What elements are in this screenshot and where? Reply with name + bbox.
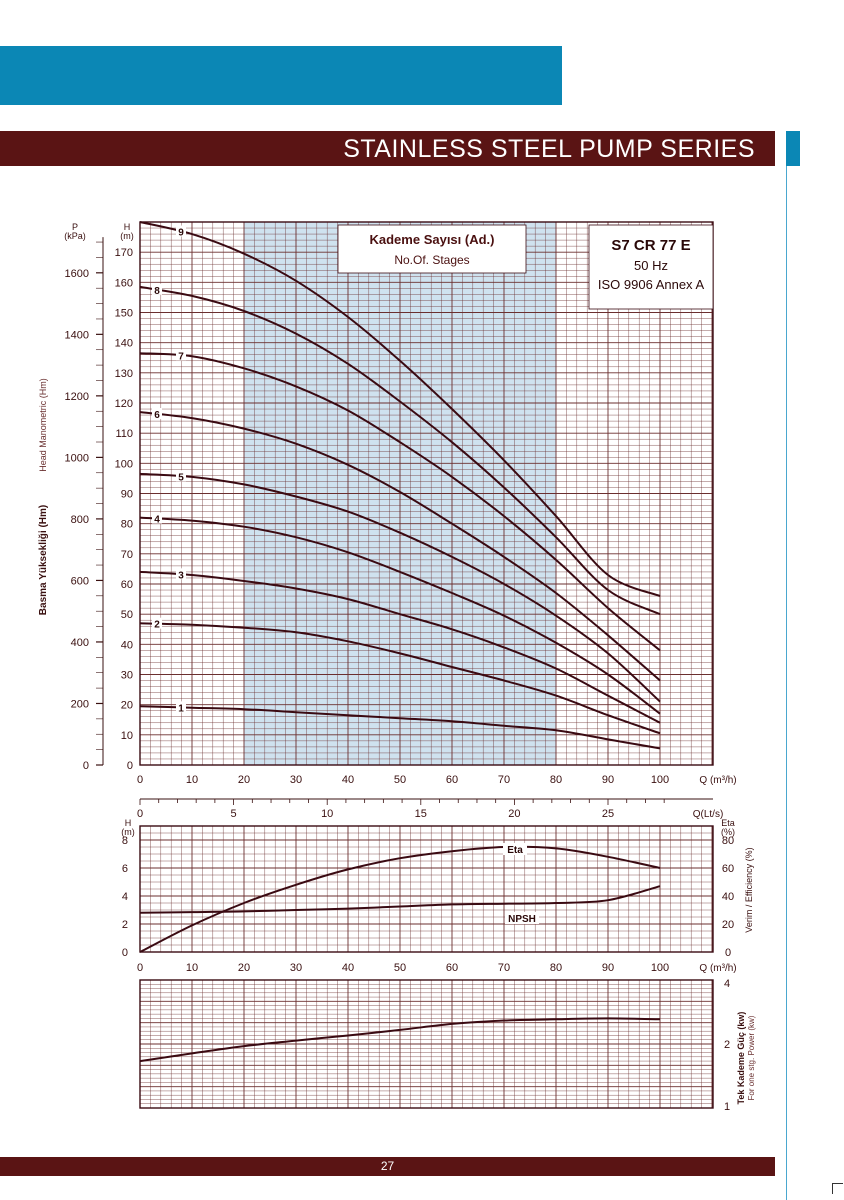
pressure-tick-label: 1400 (64, 329, 89, 342)
y-tick-label: 40 (120, 639, 133, 652)
x-tick-label: 100 (650, 962, 670, 974)
lts-tick-label: 20 (508, 808, 521, 820)
lts-tick-label: 15 (414, 808, 427, 820)
x-tick-label: 30 (289, 774, 303, 786)
eta-unit: Eta (721, 818, 735, 828)
pressure-tick-label: 800 (70, 513, 89, 526)
eta-unit: (%) (721, 827, 735, 837)
y-tick-label: 30 (120, 669, 133, 682)
y-tick-label: 70 (120, 548, 133, 561)
lts-tick-label: 0 (136, 808, 144, 820)
model-standard: ISO 9906 Annex A (597, 277, 705, 292)
y-tick-label: 120 (114, 398, 133, 410)
h-tick-label: 2 (121, 919, 128, 931)
x-tick-label: 60 (445, 774, 459, 786)
y-unit-kpa: (kPa) (64, 231, 86, 241)
h-tick-label: 0 (121, 947, 128, 959)
x-tick-label: 40 (341, 774, 355, 786)
stage-label: 8 (154, 285, 160, 297)
h-tick-label: 8 (121, 835, 128, 847)
eta-tick-label: 20 (721, 919, 735, 931)
stage-label: 4 (154, 514, 160, 526)
lts-tick-label: 25 (601, 808, 615, 820)
eta-tick-label: 80 (721, 835, 735, 847)
x-tick-label: 40 (341, 962, 355, 974)
x-tick-label: 60 (445, 962, 459, 974)
stages-box-subtitle: No.Of. Stages (394, 253, 470, 267)
lts-unit: Q(Lt/s) (692, 809, 724, 820)
stage-label: 3 (178, 570, 184, 582)
y-tick-label: 160 (114, 277, 133, 290)
y-unit-m: H (123, 222, 131, 232)
y-axis-title-tr: Basma Yüksekliği (Hm) (38, 504, 49, 616)
y-tick-label: 150 (114, 307, 133, 320)
y-tick-label: 170 (114, 247, 133, 260)
x-tick-label: 90 (601, 962, 615, 974)
power-axis-title-en: For one stg. Power (kw) (747, 1015, 756, 1101)
y-unit-m: (m) (120, 231, 134, 241)
footer-bar (0, 1157, 775, 1176)
x-tick-label: 20 (237, 774, 251, 786)
x-unit: Q (m³/h) (699, 963, 737, 974)
eta-tick-label: 60 (721, 863, 735, 875)
stage-label: 6 (154, 410, 160, 422)
y-axis-title-en: Head Manometric (Hm) (38, 378, 48, 472)
x-tick-label: 20 (237, 962, 251, 974)
y-tick-label: 110 (115, 428, 133, 441)
x-tick-label: 80 (549, 774, 563, 786)
stage-label: 1 (178, 703, 184, 715)
crop-mark (832, 1183, 843, 1194)
y-tick-label: 20 (120, 699, 133, 712)
y-tick-label: 80 (120, 518, 133, 531)
y-tick-label: 90 (120, 488, 133, 501)
pressure-tick-label: 0 (82, 760, 89, 772)
npsh-label: NPSH (508, 914, 536, 925)
y-unit-kpa: P (71, 222, 79, 232)
model-frequency: 50 Hz (634, 258, 668, 273)
eta-tick-label: 40 (721, 891, 735, 903)
lts-tick-label: 10 (321, 808, 334, 820)
x-tick-label: 50 (393, 774, 407, 786)
stages-box-title: Kademe Sayısı (Ad.) (369, 232, 495, 247)
h-unit: (m) (121, 827, 135, 837)
lts-tick-label: 5 (230, 808, 237, 820)
pressure-tick-label: 200 (70, 698, 89, 711)
page-number: 27 (380, 1159, 395, 1173)
h-unit: H (124, 818, 132, 828)
efficiency-axis-title: Verim / Efficiency (%) (744, 847, 754, 933)
h-tick-label: 4 (121, 891, 128, 903)
page-title: STAINLESS STEEL PUMP SERIES (343, 135, 755, 163)
x-tick-label: 70 (497, 962, 511, 974)
x-tick-label: 80 (549, 962, 563, 974)
x-tick-label: 0 (136, 774, 144, 786)
x-tick-label: 30 (289, 962, 303, 974)
pressure-tick-label: 1600 (64, 267, 89, 280)
stage-label: 5 (178, 472, 184, 484)
eta-label: Eta (507, 845, 523, 856)
y-tick-label: 100 (114, 458, 133, 471)
x-tick-label: 10 (185, 962, 199, 974)
pressure-tick-label: 1200 (64, 390, 89, 403)
y-tick-label: 50 (120, 609, 133, 622)
stage-label: 9 (178, 227, 184, 239)
pressure-tick-label: 1000 (64, 452, 89, 465)
model-name: S7 CR 77 E (611, 237, 691, 254)
x-tick-label: 50 (393, 962, 407, 974)
pressure-tick-label: 400 (70, 636, 89, 649)
x-tick-label: 0 (136, 962, 144, 974)
x-tick-label: 90 (601, 774, 615, 786)
y-tick-label: 60 (120, 579, 133, 591)
power-tick-label: 1 (723, 1101, 731, 1113)
power-axis-title-tr: Tek Kademe Güç (kw) (736, 1011, 746, 1105)
power-tick-label: 2 (723, 1039, 731, 1051)
y-tick-label: 140 (114, 337, 133, 350)
y-tick-label: 0 (126, 760, 133, 772)
h-tick-label: 6 (121, 863, 128, 875)
x-unit: Q (m³/h) (699, 775, 737, 786)
y-tick-label: 10 (120, 729, 133, 742)
pressure-tick-label: 600 (70, 575, 89, 588)
eta-tick-label: 0 (724, 947, 732, 959)
y-tick-label: 130 (114, 367, 133, 380)
x-tick-label: 10 (185, 774, 199, 786)
x-tick-label: 70 (497, 774, 511, 786)
stage-label: 2 (154, 619, 160, 631)
x-tick-label: 100 (650, 774, 670, 786)
power-tick-label: 4 (723, 978, 731, 990)
stage-label: 7 (178, 351, 184, 363)
